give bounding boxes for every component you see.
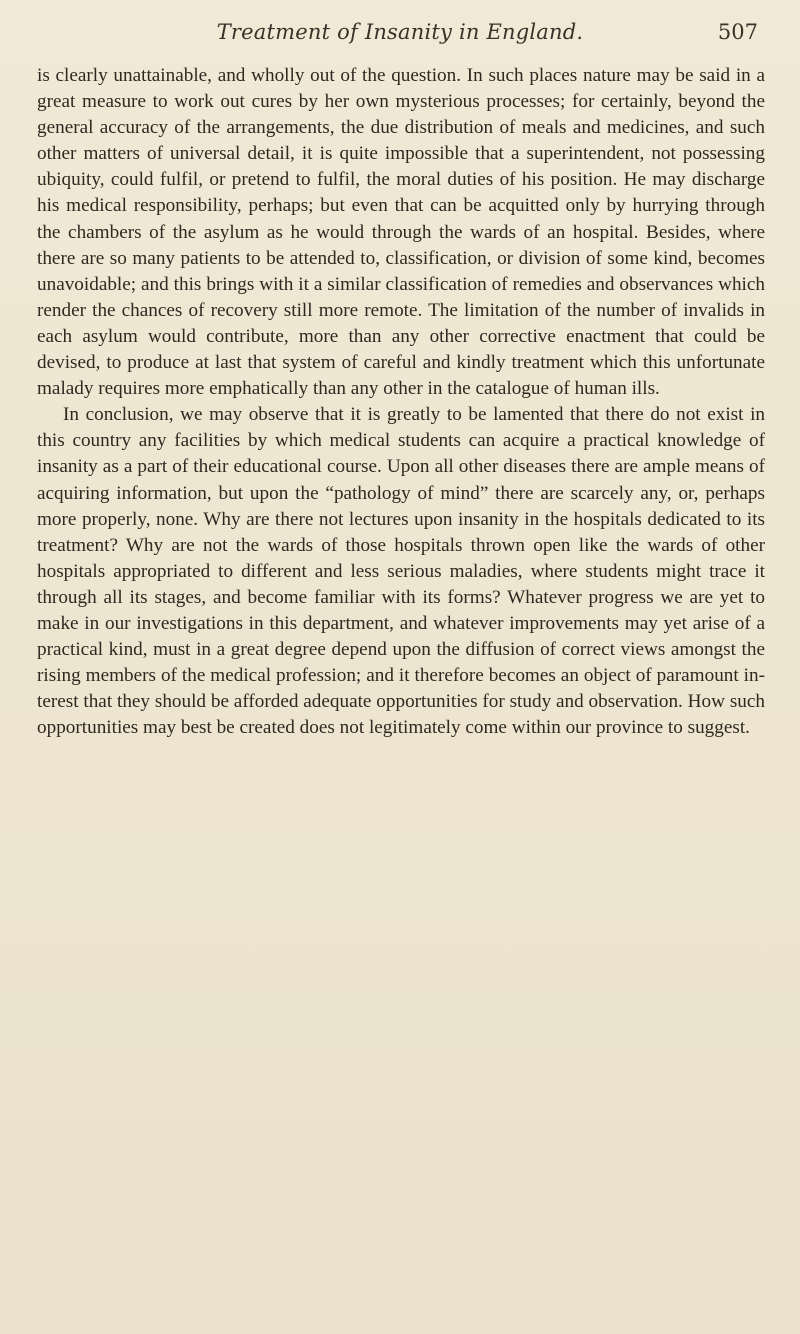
paragraph-conclusion: In conclusion, we may observe that it is greatly to be lamented that there do not exist in this country any facilities by which medical students can acquire a practical knowledge of insanity as a part of their educational course. Upon all other diseases there are ample means of acquiring information, but upon the “pathology of mind” there are scarcely any, or, perhaps more properly, none. Why are there not lectures upon insanity in the hospitals dedicated to its treatment? Why are not the wards of those hospitals thrown open like the wards of other hospitals appropriated to different and less serious maladies, where students might trace it through all its stages, and become familiar with its forms? Whatever progress we are yet to make in our investigations in this department, and whatever improvements may yet arise of a practical kind, must in a great degree depend upon the diffusion of correct views amongst the rising members of the medical profession; and it therefore becomes an object of paramount interest that they should be afforded adequate opportunities for study and observation. How such opportunities may best be created does not legitimately come within our province to suggest. (37, 404, 765, 739)
page-header (0, 20, 800, 52)
running-title: Treatment of Insanity in England. (216, 20, 584, 44)
body-text (37, 63, 765, 741)
paragraph-continuation: is clearly unattainable, and wholly out of the question. In such places nature may be said in a great measure to work out cures by her own mysterious processes; for certainly, beyond the general accuracy of the arrangements, the due distribution of meals and medicines, and such other matters of universal detail, it is quite impossible that a superintendent, not possessing ubiquity, could fulfil, or pretend to fulfil, the moral duties of his position. He may discharge his medical responsibility, perhaps; but even that can be acquitted only by hurrying through the chambers of the asylum as he would through the wards of an hospital. Besides, where there are so many patients to be attended to, classification, or division of some kind, becomes unavoidable; and this brings with it a similar classification of remedies and observances which render the chances of recovery still more remote. The limitation of the number of invalids in each asylum would contribute, more than any other corrective enactment that could be devised, to produce at last that system of careful and kindly treatment which this unfortunate malady requires more emphatically than any other in the catalogue of human ills. (37, 65, 765, 400)
page-number: 507 (717, 20, 758, 44)
